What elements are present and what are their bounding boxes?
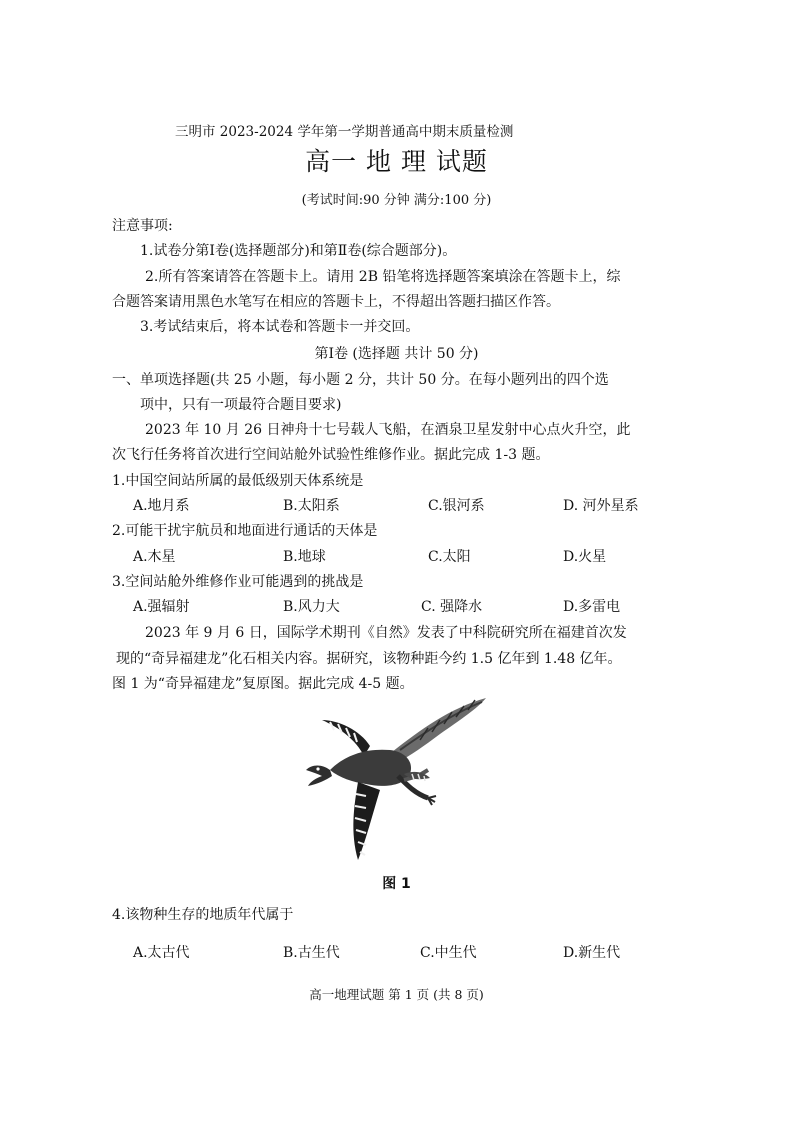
question-option: C. 强降水 bbox=[421, 599, 483, 615]
question-stem: 1.中国空间站所属的最低级别天体系统是 bbox=[112, 473, 364, 489]
passage-1: 次飞行任务将首次进行空间站舱外试验性维修作业。据此完成 1-3 题。 bbox=[112, 447, 550, 463]
note-item: 2.所有答案请答在答题卡上。请用 2B 铅笔将选择题答案填涂在答题卡上，综 bbox=[145, 269, 621, 285]
passage-1: 2023 年 10 月 26 日神舟十七号载人飞船，在酒泉卫星发射中心点火升空，此 bbox=[145, 422, 631, 438]
question-option: C.银河系 bbox=[428, 498, 485, 514]
dinosaur-illustration bbox=[300, 690, 496, 868]
question-stem: 2.可能干扰宇航员和地面进行通话的天体是 bbox=[112, 523, 378, 539]
question-option: B.太阳系 bbox=[283, 498, 340, 514]
question-option: B.古生代 bbox=[283, 945, 340, 961]
passage-2: 图 1 为“奇异福建龙”复原图。据此完成 4-5 题。 bbox=[112, 676, 414, 692]
figure-caption: 图 1 bbox=[382, 876, 411, 892]
notes-heading: 注意事项: bbox=[112, 218, 173, 234]
question-option: D.新生代 bbox=[563, 945, 621, 961]
page-footer: 高一地理试题 第 1 页 (共 8 页) bbox=[309, 987, 484, 1002]
passage-2: 现的“奇异福建龙”化石相关内容。据研究，该物种距今约 1.5 亿年到 1.48 亿年。 bbox=[116, 651, 622, 667]
section-instruction: 一、单项选择题(共 25 小题，每小题 2 分，共计 50 分。在每小题列出的四个选 bbox=[112, 372, 609, 388]
question-option: D. 河外星系 bbox=[563, 498, 639, 514]
passage-2: 2023 年 9 月 6 日，国际学术期刊《自然》发表了中科院研究所在福建首次发 bbox=[145, 625, 627, 641]
question-option: A.木星 bbox=[133, 549, 176, 565]
note-item: 3.考试结束后，将本试卷和答题卡一并交回。 bbox=[140, 319, 420, 335]
question-option: A.太古代 bbox=[133, 945, 190, 961]
question-stem: 4.该物种生存的地质年代属于 bbox=[112, 907, 294, 923]
question-option: B.风力大 bbox=[283, 599, 340, 615]
section-title: 第Ⅰ卷 (选择题 共计 50 分) bbox=[314, 346, 479, 362]
question-option: A.地月系 bbox=[133, 498, 190, 514]
question-option: D.多雷电 bbox=[563, 599, 621, 615]
question-option: A.强辐射 bbox=[133, 599, 190, 615]
exam-duration: (考试时间:90 分钟 满分:100 分) bbox=[301, 193, 492, 208]
section-instruction: 项中，只有一项最符合题目要求) bbox=[140, 397, 342, 413]
page-title: 高一 地 理 试题 bbox=[305, 147, 488, 176]
question-stem: 3.空间站舱外维修作业可能遇到的挑战是 bbox=[112, 574, 364, 590]
exam-name: 三明市 2023-2024 学年第一学期普通高中期末质量检测 bbox=[175, 124, 514, 140]
note-item: 1.试卷分第Ⅰ卷(选择题部分)和第Ⅱ卷(综合题部分)。 bbox=[140, 243, 457, 259]
question-option: C.太阳 bbox=[428, 549, 471, 565]
note-item: 合题答案请用黑色水笔写在相应的答题卡上，不得超出答题扫描区作答。 bbox=[112, 294, 560, 310]
question-option: B.地球 bbox=[283, 549, 326, 565]
question-option: C.中生代 bbox=[420, 945, 477, 961]
question-option: D.火星 bbox=[563, 549, 607, 565]
